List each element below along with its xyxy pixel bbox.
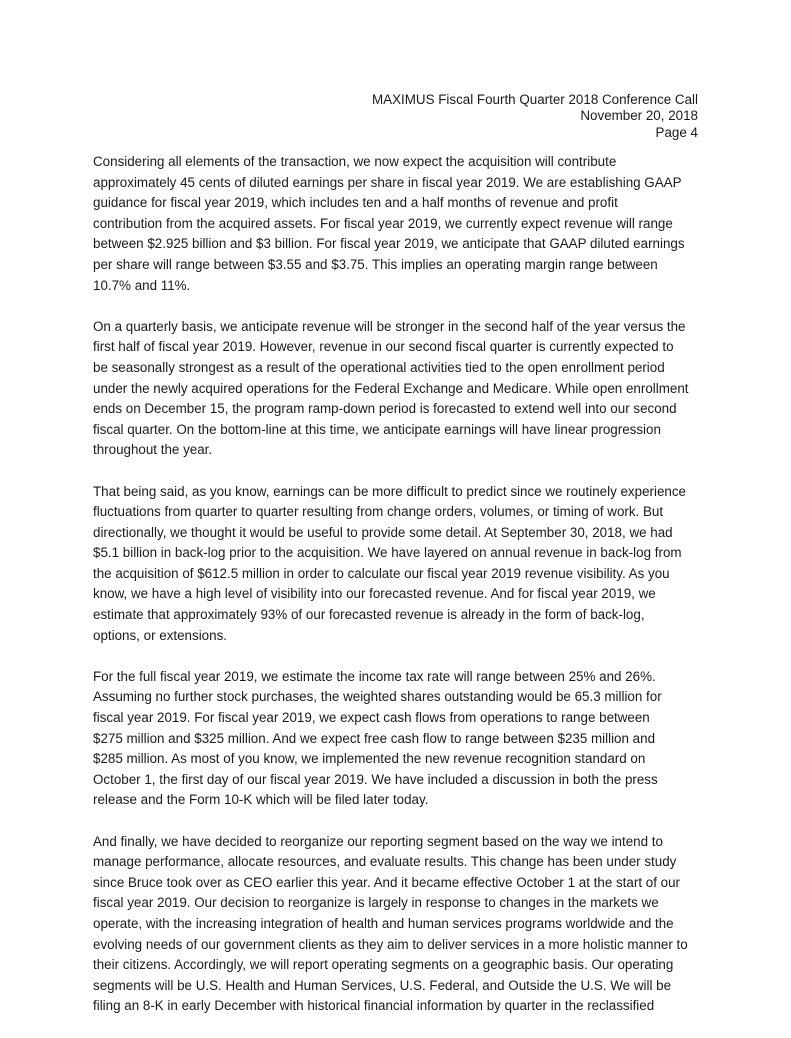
paragraph-quarterly-outlook — [93, 317, 713, 461]
text-line: October 1, the first day of our fiscal year 2019. We have included a discussion in both the press — [93, 771, 658, 787]
text-line: first half of fiscal year 2019. However, revenue in our second fiscal quarter is currently expected to — [93, 339, 674, 355]
header-date: November 20, 2018 — [580, 108, 698, 124]
paragraph-tax-cashflow — [93, 667, 713, 811]
text-line: release and the Form 10-K which will be filed later today. — [93, 792, 429, 808]
text-line: ends on December 15, the program ramp-down period is forecasted to extend well into our second — [93, 401, 677, 417]
text-line: per share will range between $3.55 and $3.75. This implies an operating margin range between — [93, 256, 658, 272]
text-line: their citizens. Accordingly, we will report operating segments on a geographic basis. Our operating — [93, 957, 674, 973]
page-header — [372, 92, 698, 141]
text-line: be seasonally strongest as a result of the operational activities tied to the open enrollment period — [93, 359, 665, 375]
text-line: fiscal year 2019. For fiscal year 2019, we expect cash flows from operations to range between — [93, 710, 650, 726]
paragraph-acquisition-guidance — [93, 152, 713, 296]
text-line: fluctuations from quarter to quarter resulting from change orders, volumes, or timing of work. But — [93, 504, 664, 520]
text-line: approximately 45 cents of diluted earnings per share in fiscal year 2019. We are establishing GAAP — [93, 174, 682, 190]
header-page-number: Page 4 — [655, 124, 698, 140]
text-line: operate, with the increasing integration of health and human services programs worldwide and the — [93, 915, 674, 931]
text-line: know, we have a high level of visibility into our forecasted revenue. And for fiscal year 2019, we — [93, 586, 656, 602]
text-line: estimate that approximately 93% of our forecasted revenue is already in the form of back-log, — [93, 607, 645, 623]
text-line: contribution from the acquired assets. For fiscal year 2019, we currently expect revenue will range — [93, 215, 673, 231]
text-line: segments will be U.S. Health and Human Services, U.S. Federal, and Outside the U.S. We will be — [93, 977, 672, 993]
text-line: directionally, we thought it would be useful to provide some detail. At September 30, 2018, we had — [93, 524, 673, 540]
header-title: MAXIMUS Fiscal Fourth Quarter 2018 Conference Call — [372, 92, 698, 107]
text-line: guidance for fiscal year 2019, which includes ten and a half months of revenue and profit — [93, 195, 618, 211]
text-line: 10.7% and 11%. — [93, 277, 191, 293]
text-line: $285 million. As most of you know, we implemented the new revenue recognition standard on — [93, 751, 646, 767]
text-line: the acquisition of $612.5 million in order to calculate our fiscal year 2019 revenue visibility. As you — [93, 565, 670, 581]
paragraph-segment-reorganization — [93, 832, 713, 1017]
text-line: On a quarterly basis, we anticipate revenue will be stronger in the second half of the year versus the — [93, 318, 686, 334]
text-line: since Bruce took over as CEO earlier this year. And it became effective October 1 at the start of our — [93, 874, 680, 890]
text-line: Assuming no further stock purchases, the weighted shares outstanding would be 65.3 million for — [93, 689, 662, 705]
text-line: manage performance, allocate resources, and evaluate results. This change has been under study — [93, 854, 677, 870]
text-line: under the newly acquired operations for the Federal Exchange and Medicare. While open enrollment — [93, 380, 689, 396]
text-line: $5.1 billion in back-log prior to the acquisition. We have layered on annual revenue in back-log from — [93, 545, 682, 561]
text-line: between $2.925 billion and $3 billion. For fiscal year 2019, we anticipate that GAAP diluted earnings — [93, 236, 685, 252]
paragraph-backlog-visibility — [93, 482, 713, 647]
text-line: evolving needs of our government clients as they aim to deliver services in a more holistic manner to — [93, 936, 688, 952]
document-body — [93, 152, 713, 1038]
text-line: Considering all elements of the transaction, we now expect the acquisition will contribute — [93, 154, 617, 169]
text-line: filing an 8-K in early December with historical financial information by quarter in the reclassified — [93, 998, 655, 1014]
text-line: throughout the year. — [93, 442, 213, 458]
text-line: For the full fiscal year 2019, we estimate the income tax rate will range between 25% and 26%. — [93, 668, 656, 684]
text-line: That being said, as you know, earnings can be more difficult to predict since we routinely experience — [93, 483, 686, 499]
text-line: fiscal quarter. On the bottom-line at this time, we anticipate earnings will have linear progression — [93, 421, 661, 437]
text-line: options, or extensions. — [93, 627, 227, 643]
text-line: And finally, we have decided to reorganize our reporting segment based on the way we intend to — [93, 833, 663, 849]
text-line: fiscal year 2019. Our decision to reorganize is largely in response to changes in the markets we — [93, 895, 659, 911]
text-line: $275 million and $325 million. And we expect free cash flow to range between $235 million and — [93, 730, 656, 746]
